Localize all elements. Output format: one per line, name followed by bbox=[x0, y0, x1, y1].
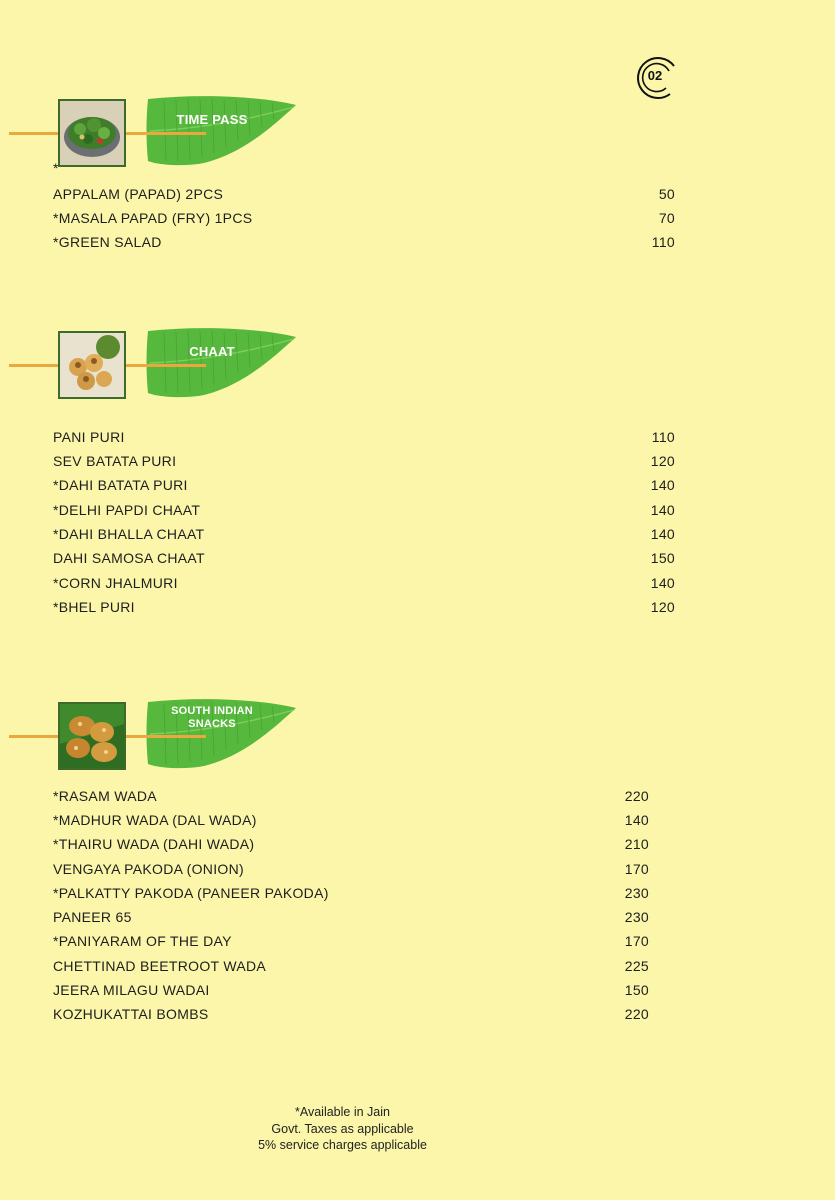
item-name: *BHEL PURI bbox=[53, 599, 135, 615]
item-name: DAHI SAMOSA CHAAT bbox=[53, 550, 205, 566]
section-header-south-indian-snacks bbox=[0, 702, 320, 782]
page-number: 02 bbox=[647, 68, 663, 83]
item-name: VENGAYA PAKODA (ONION) bbox=[53, 861, 244, 877]
item-name: JEERA MILAGU WADAI bbox=[53, 982, 210, 998]
banana-leaf-icon bbox=[144, 95, 298, 167]
item-price: 230 bbox=[624, 909, 649, 925]
footer-tax-note: Govt. Taxes as applicable bbox=[271, 1121, 414, 1136]
item-price: 140 bbox=[624, 812, 649, 828]
item-name: KOZHUKATTAI BOMBS bbox=[53, 1006, 209, 1022]
pani-puri-plate-image bbox=[58, 331, 126, 399]
item-price: 140 bbox=[650, 477, 675, 493]
section-title-line1: SOUTH INDIAN bbox=[171, 705, 253, 717]
section-title bbox=[147, 705, 277, 731]
item-price: 70 bbox=[658, 210, 675, 226]
section-title-line2: SNACKS bbox=[188, 718, 236, 730]
item-price: 220 bbox=[624, 1006, 649, 1022]
item-price: 110 bbox=[651, 234, 675, 250]
footer-service-note: 5% service charges applicable bbox=[258, 1138, 427, 1152]
section-title: CHAAT bbox=[189, 344, 235, 359]
item-name: PANI PURI bbox=[53, 429, 125, 445]
item-price: 140 bbox=[650, 502, 675, 518]
item-name: APPALAM (PAPAD) 2PCS bbox=[53, 186, 224, 202]
item-name: *MADHUR WADA (DAL WADA) bbox=[53, 812, 257, 828]
item-price: 120 bbox=[650, 599, 675, 615]
item-name: *DELHI PAPDI CHAAT bbox=[53, 502, 201, 518]
item-name: *MASALA PAPAD (FRY) 1PCS bbox=[53, 210, 253, 226]
item-price: 120 bbox=[650, 453, 675, 469]
item-price: 150 bbox=[624, 982, 649, 998]
page-number-badge bbox=[630, 54, 680, 102]
item-price: 150 bbox=[650, 550, 675, 566]
item-name: *GREEN SALAD bbox=[53, 234, 162, 250]
item-price: 140 bbox=[650, 575, 675, 591]
footer-notes bbox=[240, 1104, 445, 1154]
item-name: *PANIYARAM OF THE DAY bbox=[53, 933, 232, 949]
item-name: *PALKATTY PAKODA (PANEER PAKODA) bbox=[53, 885, 329, 901]
section-title: TIME PASS bbox=[176, 112, 248, 127]
section-header-chaat bbox=[0, 331, 320, 411]
section-header-time-pass bbox=[0, 99, 320, 179]
item-price: 140 bbox=[650, 526, 675, 542]
section-note: * bbox=[53, 160, 59, 176]
item-price: 110 bbox=[651, 429, 675, 445]
item-price: 220 bbox=[624, 788, 649, 804]
green-salad-bowl-image bbox=[58, 99, 126, 167]
item-name: *DAHI BHALLA CHAAT bbox=[53, 526, 205, 542]
banana-leaf-icon bbox=[144, 327, 298, 399]
item-name: SEV BATATA PURI bbox=[53, 453, 177, 469]
item-name: *CORN JHALMURI bbox=[53, 575, 178, 591]
item-price: 225 bbox=[624, 958, 649, 974]
item-name: CHETTINAD BEETROOT WADA bbox=[53, 958, 267, 974]
item-price: 210 bbox=[624, 836, 649, 852]
pakoda-fritters-image bbox=[58, 702, 126, 770]
item-name: PANEER 65 bbox=[53, 909, 132, 925]
item-price: 170 bbox=[624, 933, 649, 949]
footer-jain-note: *Available in Jain bbox=[295, 1105, 390, 1119]
item-price: 50 bbox=[658, 186, 675, 202]
item-price: 170 bbox=[624, 861, 649, 877]
item-name: *RASAM WADA bbox=[53, 788, 157, 804]
item-name: *DAHI BATATA PURI bbox=[53, 477, 188, 493]
item-price: 230 bbox=[624, 885, 649, 901]
item-name: *THAIRU WADA (DAHI WADA) bbox=[53, 836, 255, 852]
